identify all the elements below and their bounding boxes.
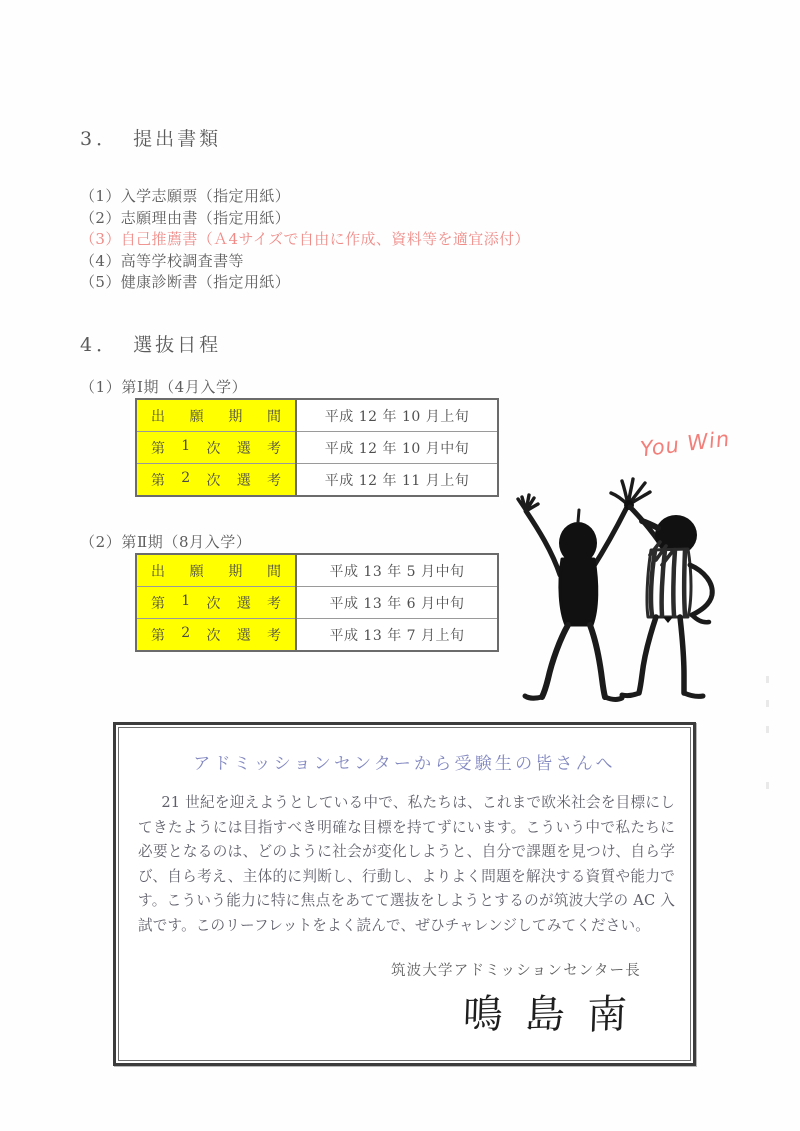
scan-artifact [766,726,769,733]
signature-char-3: 南 [586,991,628,1039]
key-char: 選 [236,440,251,457]
value-text: 平成 13 年 6 月中旬 [329,595,465,612]
key-char: 考 [266,595,281,612]
scan-artifact [766,700,769,707]
message-box-title: アドミッションセンターから受験生の皆さんへ [193,754,616,774]
key-char: 願 [189,408,204,425]
list-item [80,272,700,294]
table-cell-value [296,399,498,432]
list-item-text: 健康診断書（指定用紙） [120,273,291,291]
schedule-table-term-2 [135,553,499,652]
key-char: 次 [206,440,221,457]
section-3-title: 提出書類 [133,128,222,150]
you-win-caption: You Win [638,426,732,462]
table-row [136,554,498,587]
list-item-text: 入学志願票（指定用紙） [120,187,291,205]
list-item [80,251,700,273]
key-char: 1 [181,437,191,454]
signature-char-1: 鳴 [462,991,504,1039]
table-row [136,464,498,497]
table-cell-value [296,464,498,497]
key-char: 選 [236,595,251,612]
value-text: 平成 12 年 10 月中旬 [324,440,470,457]
value-text: 平成 13 年 5 月中旬 [329,563,465,580]
key-char: 次 [206,627,221,644]
list-item-label: （4） [80,251,121,270]
list-item-text: 自己推薦書（Ａ4サイズで自由に作成、資料等を適宜添付） [120,230,530,248]
table-cell-key [136,554,296,587]
section-3-number: 3． [80,128,120,150]
key-char: 次 [206,472,221,489]
key-char: 1 [181,592,191,609]
table-cell-value [296,587,498,619]
list-item-text: 志願理由書（指定用紙） [120,208,291,227]
list-item-highlighted [80,229,700,251]
list-item-label: （5） [80,273,121,291]
key-char: 次 [206,595,221,612]
key-char: 第 [151,440,165,457]
handwritten-signature [463,983,627,1040]
key-char: 期 [228,563,243,580]
celebration-stick-figures-illustration [500,425,770,705]
key-char: 第 [151,472,165,489]
key-char: 第 [151,595,165,612]
signature-title: 筑波大学アドミッションセンター長 [390,963,641,979]
section-heading-3 [80,124,221,151]
key-char: 考 [266,440,281,457]
table-cell-value [296,432,498,464]
value-text: 平成 12 年 11 月上旬 [324,472,470,489]
key-char: 間 [266,563,281,580]
key-char: 選 [236,472,251,489]
schedule-2-label: （2）第Ⅱ期（8月入学） [80,533,252,551]
table-cell-value [296,554,498,587]
section-4-number: 4． [80,334,120,356]
table-cell-key [136,464,296,497]
key-char: 選 [236,627,251,644]
schedule-table-term-1 [135,398,499,497]
table-cell-key [136,587,296,619]
table-cell-key [136,432,296,464]
message-box-body: 21 世紀を迎えようとしている中で、私たちは、これまで欧米社会を目標にしてきたようには目指すべき明確な目標を持てずにいます。こういう中で私たちに必要となるのは、どのように社会が変化しようと、自分で課題を見つけ、自ら学び、自ら考え、主体的に判断し、行動し、よりよく問題を解決する資質や能力です。こういう能力に特に焦点をあてて選抜をしようとするのが筑波大学の AC 入試です。このリーフレットをよく読んで、ぜひチャレンジしてみてください。 [138,794,675,934]
key-char: 第 [151,627,165,644]
value-text: 平成 12 年 10 月上旬 [324,408,470,425]
key-char: 出 [151,563,165,580]
key-char: 考 [266,627,281,644]
list-item-text: 高等学校調査書等 [120,251,244,270]
table-row [136,587,498,619]
schedule-1-label: （1）第Ⅰ期（4月入学） [80,378,248,396]
list-item [80,186,700,208]
table-cell-value [296,619,498,652]
key-char: 期 [228,408,243,425]
submission-document-list [80,186,700,294]
section-heading-4 [80,330,221,357]
key-char: 考 [266,472,281,489]
signature-char-2: 島 [524,991,566,1039]
key-char: 願 [189,563,204,580]
table-cell-key [136,619,296,652]
list-item-label: （2） [80,208,121,227]
key-char: 2 [181,469,191,486]
list-item-label: （1） [80,187,121,205]
key-char: 間 [266,408,281,425]
table-cell-key [136,399,296,432]
key-char: 2 [181,624,191,641]
section-4-title: 選抜日程 [133,334,222,356]
list-item [80,208,700,230]
table-row [136,619,498,652]
scan-artifact [766,676,769,683]
admission-center-message-box [113,722,696,1066]
scan-artifact [766,782,769,789]
table-row [136,432,498,464]
table-row [136,399,498,432]
key-char: 出 [151,408,165,425]
list-item-label: （3） [80,230,121,248]
value-text: 平成 13 年 7 月上旬 [329,627,465,644]
